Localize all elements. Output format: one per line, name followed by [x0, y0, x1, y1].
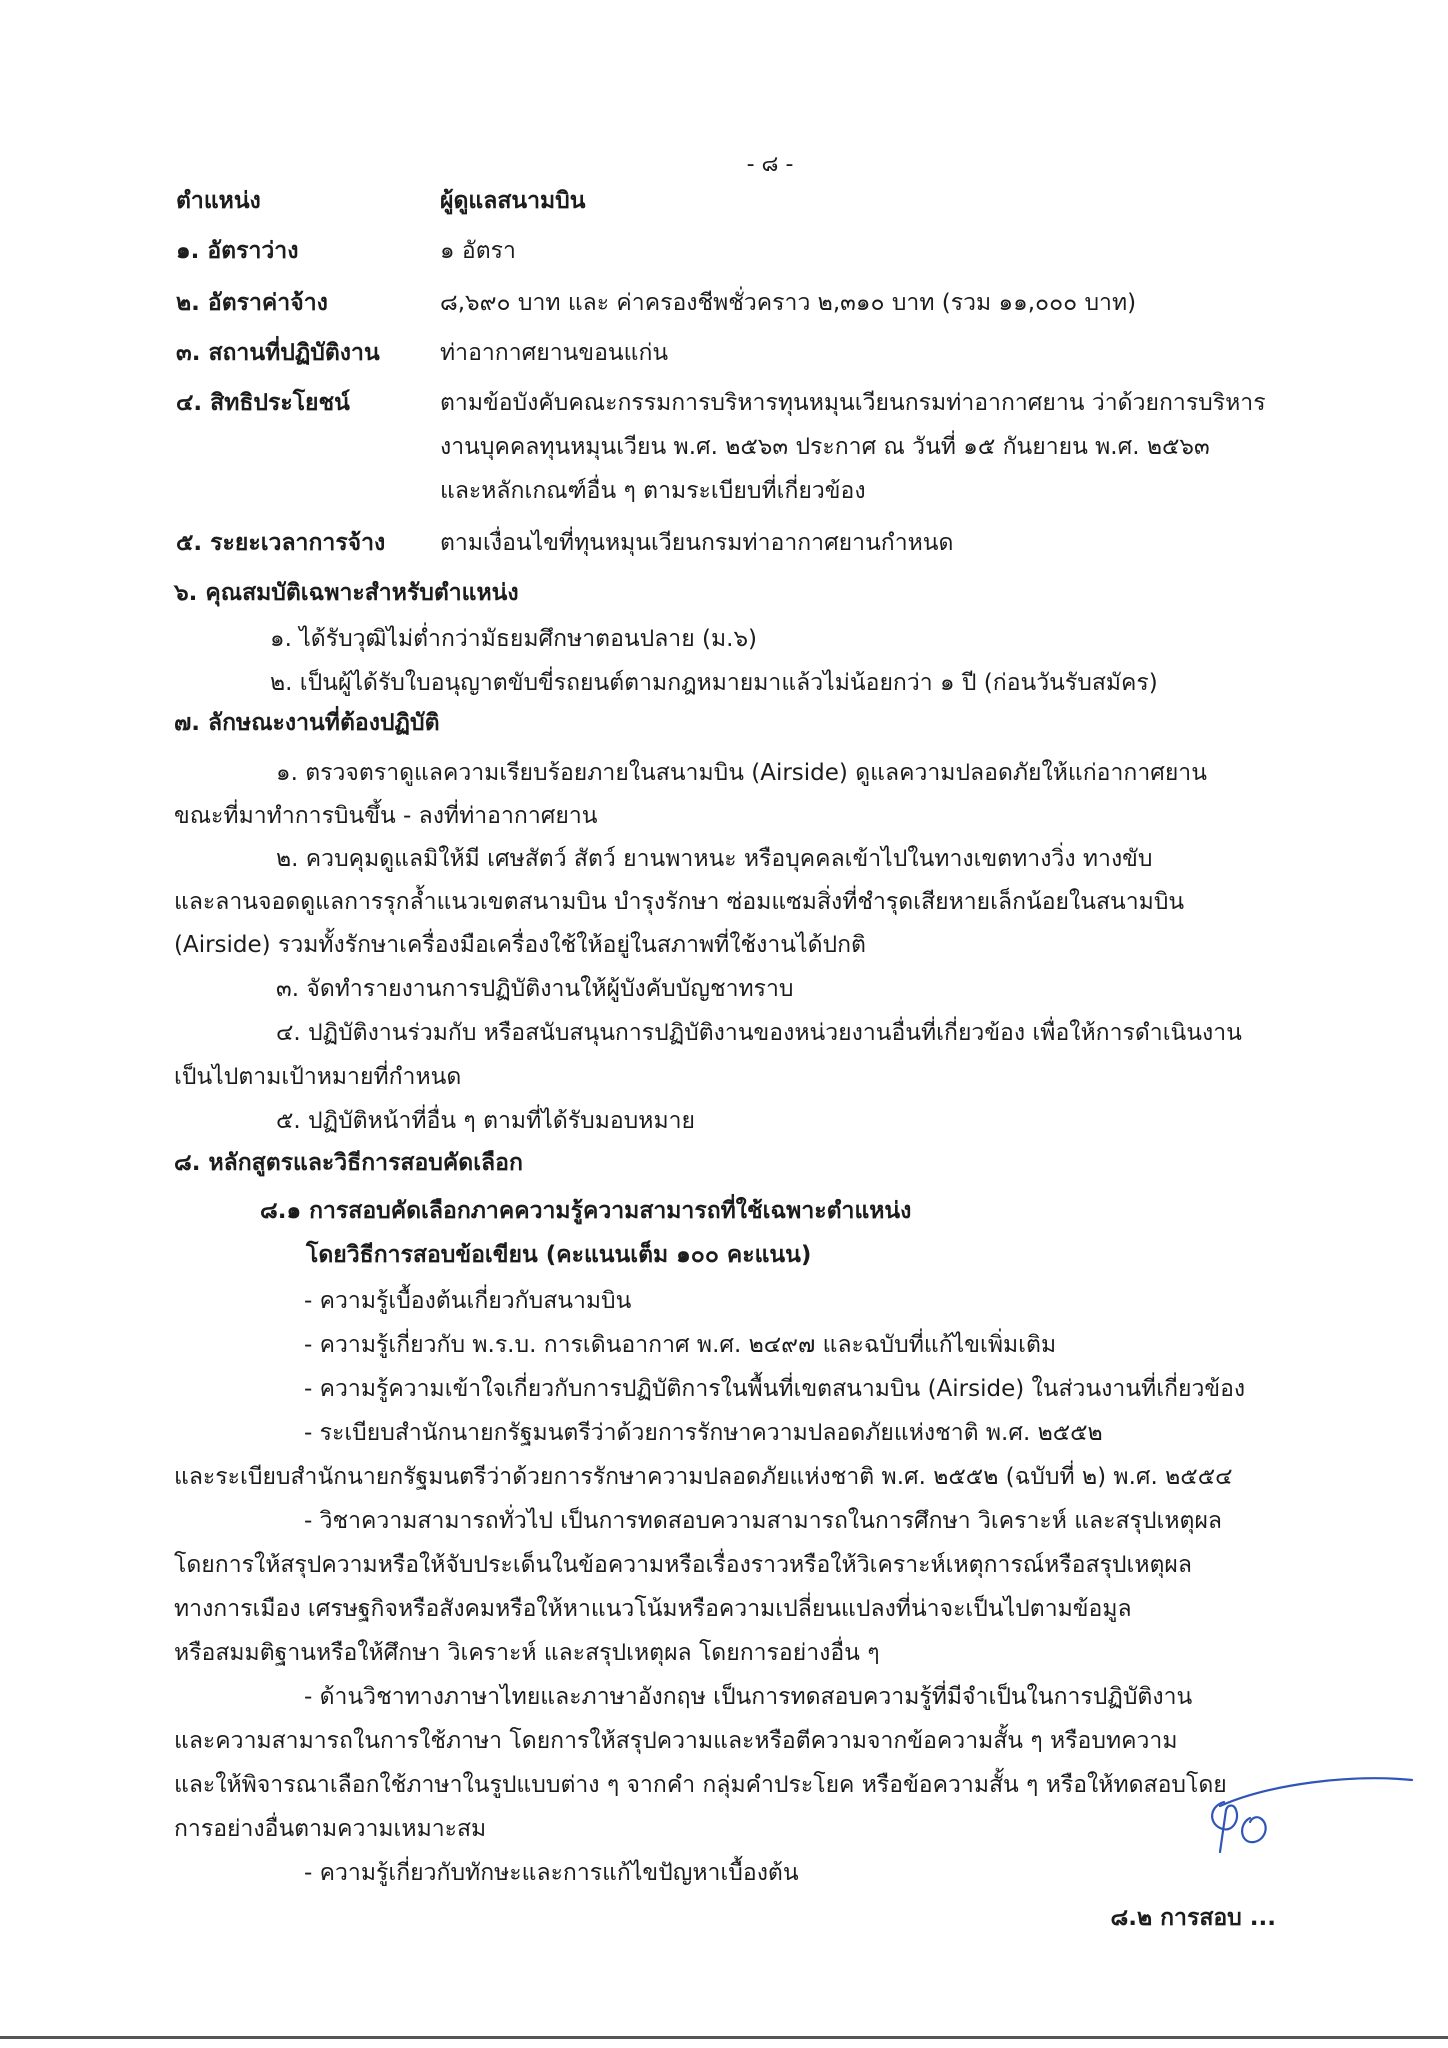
section-7-line-2: ขณะที่มาทำการบินขึ้น - ลงที่ท่าอากาศยาน — [174, 803, 598, 829]
section-7-line-6: ๓. จัดทำรายงานการปฏิบัติงานให้ผู้บังคับบัญชาทราบ — [276, 976, 794, 1002]
item-4-value-line-3: และหลักเกณฑ์อื่น ๆ ตามระเบียบที่เกี่ยวข้อง — [440, 478, 866, 504]
section-8-line-1: - ความรู้เบื้องต้นเกี่ยวกับสนามบิน — [304, 1288, 632, 1314]
section-7-line-9: ๕. ปฏิบัติหน้าที่อื่น ๆ ตามที่ได้รับมอบหมาย — [276, 1108, 695, 1134]
section-7-line-7: ๔. ปฏิบัติงานร่วมกับ หรือสนับสนุนการปฏิบัติงานของหน่วยงานอื่นที่เกี่ยวข้อง เพื่อให้การดำเนินงาน — [276, 1020, 1242, 1046]
section-6-heading: ๖. คุณสมบัติเฉพาะสำหรับตำแหน่ง — [174, 580, 519, 606]
section-8-line-12: และให้พิจารณาเลือกใช้ภาษาในรูปแบบต่าง ๆ จากคำ กลุ่มคำประโยค หรือข้อความสั้น ๆ หรือให้ทดสอบโดย — [174, 1772, 1227, 1798]
item-4-value-line-1: ตามข้อบังคับคณะกรรมการบริหารทุนหมุนเวียนกรมท่าอากาศยาน ว่าด้วยการบริหาร — [440, 390, 1266, 416]
section-7-line-5: (Airside) รวมทั้งรักษาเครื่องมือเครื่องใช้ให้อยู่ในสภาพที่ใช้งานได้ปกติ — [174, 932, 866, 958]
section-8-1-subheading: โดยวิธีการสอบข้อเขียน (คะแนนเต็ม ๑๐๐ คะแนน) — [306, 1242, 812, 1268]
section-8-line-9: หรือสมมติฐานหรือให้ศึกษา วิเคราะห์ และสรุปเหตุผล โดยการอย่างอื่น ๆ — [174, 1640, 880, 1666]
section-6-line-1: ๑. ได้รับวุฒิไม่ต่ำกว่ามัธยมศึกษาตอนปลาย (ม.๖) — [270, 626, 758, 652]
next-page-footer: ๘.๒ การสอบ ... — [1110, 1905, 1276, 1931]
signature-icon — [1180, 1744, 1420, 1864]
item-4-value-line-2: งานบุคคลทุนหมุนเวียน พ.ศ. ๒๕๖๓ ประกาศ ณ วันที่ ๑๕ กันยายน พ.ศ. ๒๕๖๓ — [440, 434, 1210, 460]
section-7-line-8: เป็นไปตามเป้าหมายที่กำหนด — [174, 1064, 462, 1090]
item-3-value: ท่าอากาศยานขอนแก่น — [440, 340, 669, 366]
item-3-label: ๓. สถานที่ปฏิบัติงาน — [176, 340, 380, 366]
section-6-line-2: ๒. เป็นผู้ได้รับใบอนุญาตขับขี่รถยนต์ตามกฎหมายมาแล้วไม่น้อยกว่า ๑ ปี (ก่อนวันรับสมัคร) — [270, 670, 1158, 696]
section-8-line-11: และความสามารถในการใช้ภาษา โดยการให้สรุปความและหรือตีความจากข้อความสั้น ๆ หรือบทความ — [174, 1728, 1178, 1754]
section-7-line-1: ๑. ตรวจตราดูแลความเรียบร้อยภายในสนามบิน (Airside) ดูแลความปลอดภัยให้แก่อากาศยาน — [276, 760, 1207, 786]
section-8-1-heading: ๘.๑ การสอบคัดเลือกภาคความรู้ความสามารถที่ใช้เฉพาะตำแหน่ง — [260, 1198, 912, 1224]
section-7-line-4: และลานจอดดูแลการรุกล้ำแนวเขตสนามบิน บำรุงรักษา ซ่อมแซมสิ่งที่ชำรุดเสียหายเล็กน้อยในสนามบิน — [174, 889, 1185, 915]
section-8-heading: ๘. หลักสูตรและวิธีการสอบคัดเลือก — [174, 1150, 523, 1176]
section-8-line-5: และระเบียบสำนักนายกรัฐมนตรีว่าด้วยการรักษาความปลอดภัยแห่งชาติ พ.ศ. ๒๕๕๒ (ฉบับที่ ๒) พ.ศ. ๒๕๕๔ — [174, 1464, 1233, 1490]
item-2-label: ๒. อัตราค่าจ้าง — [176, 290, 328, 316]
section-8-line-6: - วิชาความสามารถทั่วไป เป็นการทดสอบความสามารถในการศึกษา วิเคราะห์ และสรุปเหตุผล — [304, 1508, 1223, 1534]
position-value: ผู้ดูแลสนามบิน — [440, 188, 586, 214]
section-8-line-10: - ด้านวิชาทางภาษาไทยและภาษาอังกฤษ เป็นการทดสอบความรู้ที่มีจำเป็นในการปฏิบัติงาน — [304, 1684, 1193, 1710]
section-8-line-7: โดยการให้สรุปความหรือให้จับประเด็นในข้อความหรือเรื่องราวหรือให้วิเคราะห์เหตุการณ์หรือสรุปเหตุผล — [174, 1552, 1192, 1578]
page-bottom-border — [0, 2036, 1448, 2039]
section-7-heading: ๗. ลักษณะงานที่ต้องปฏิบัติ — [174, 710, 440, 736]
item-2-value: ๘,๖๙๐ บาท และ ค่าครองชีพชั่วคราว ๒,๓๑๐ บาท (รวม ๑๑,๐๐๐ บาท) — [440, 290, 1137, 316]
section-8-line-14: - ความรู้เกี่ยวกับทักษะและการแก้ไขปัญหาเบื้องต้น — [304, 1860, 799, 1886]
item-5-label: ๕. ระยะเวลาการจ้าง — [176, 530, 386, 556]
section-8-line-2: - ความรู้เกี่ยวกับ พ.ร.บ. การเดินอากาศ พ.ศ. ๒๔๙๗ และฉบับที่แก้ไขเพิ่มเติม — [304, 1332, 1057, 1358]
item-5-value: ตามเงื่อนไขที่ทุนหมุนเวียนกรมท่าอากาศยานกำหนด — [440, 530, 954, 556]
section-8-line-4: - ระเบียบสำนักนายกรัฐมนตรีว่าด้วยการรักษาความปลอดภัยแห่งชาติ พ.ศ. ๒๕๕๒ — [304, 1420, 1103, 1446]
page-number: - ๘ - — [746, 152, 794, 177]
section-8-line-3: - ความรู้ความเข้าใจเกี่ยวกับการปฏิบัติการในพื้นที่เขตสนามบิน (Airside) ในส่วนงานที่เกี่ยวข้อง — [304, 1376, 1246, 1402]
item-1-value: ๑ อัตรา — [440, 238, 516, 264]
item-4-label: ๔. สิทธิประโยชน์ — [176, 390, 350, 416]
position-label: ตำแหน่ง — [176, 188, 261, 214]
section-8-line-8: ทางการเมือง เศรษฐกิจหรือสังคมหรือให้หาแนวโน้มหรือความเปลี่ยนแปลงที่น่าจะเป็นไปตามข้อมูล — [174, 1596, 1132, 1622]
item-1-label: ๑. อัตราว่าง — [176, 238, 299, 264]
section-8-line-13: การอย่างอื่นตามความเหมาะสม — [174, 1816, 487, 1842]
section-7-line-3: ๒. ควบคุมดูแลมิให้มี เศษสัตว์ สัตว์ ยานพาหนะ หรือบุคคลเข้าไปในทางเขตทางวิ่ง ทางขับ — [276, 846, 1153, 872]
